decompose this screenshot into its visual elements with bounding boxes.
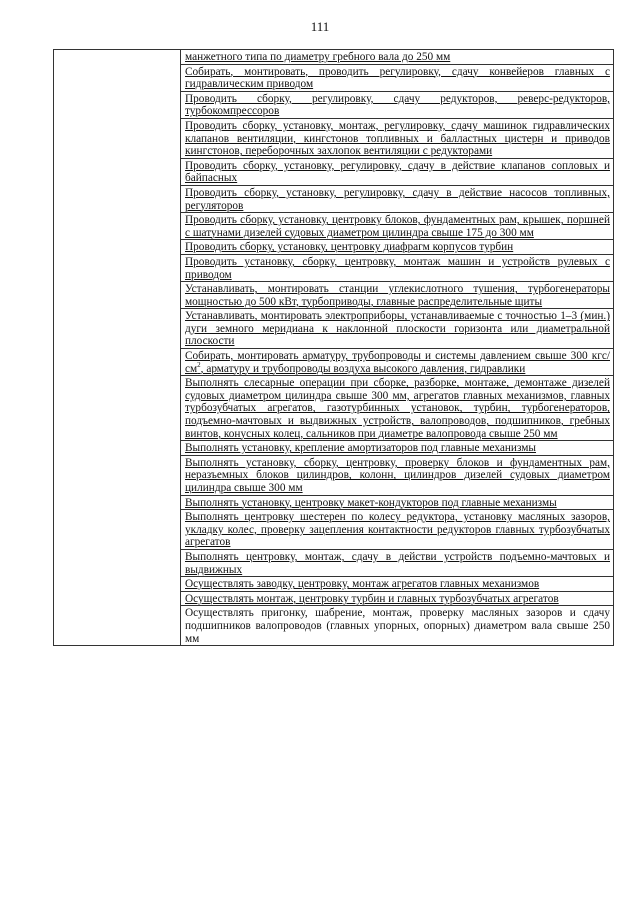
duty-text: Осуществлять заводку, центровку, монтаж агрегатов главных механизмов — [185, 578, 540, 591]
duty-text: Осуществлять пригонку, шабрение, монтаж, проверку масляных зазоров и сдачу подшипников валопроводов (главных упорных, опорных) диаметром вала свыше 250 мм — [185, 607, 610, 645]
duty-text: Выполнять установку, сборку, центровку, проверку блоков и фундаментных рам, неразъемных блоков цилиндров, колонн, цилиндров дизелей судовых диаметром цилиндра свыше 300 мм — [185, 456, 610, 494]
duty-text: Собирать, монтировать, проводить регулировку, сдачу конвейеров главных с гидравлическим приводом — [185, 65, 610, 91]
duty-text: Выполнять установку, крепление амортизаторов под главные механизмы — [185, 442, 537, 455]
duty-text: Проводить сборку, установку, монтаж, регулировку, сдачу машинок гидравлических клапанов вентиляции, кингстонов топливных и балластных цистерн и приводов кингстонов, переборочных захлопок вентиляции с редукторами — [185, 119, 610, 158]
duty-text-part: , арматуру и трубопроводы воздуха высокого давления, гидравлики — [200, 362, 526, 375]
duty-text: Проводить сборку, установку, центровку диафрагм корпусов турбин — [185, 241, 514, 254]
empty-left-cell — [54, 50, 181, 646]
duty-text: Проводить сборку, установку, регулировку, сдачу в действие насосов топливных, регуляторов — [185, 186, 610, 212]
duty-text: манжетного типа по диаметру гребного вала до 250 мм — [185, 51, 451, 63]
duty-text: Выполнять центровку шестерен по колесу редуктора, установку масляных зазоров, укладку колес, проверку зацепления контактности редукторов главных турбозубчатых агрегатов — [185, 511, 610, 549]
duty-text: Устанавливать, монтировать электроприборы, устанавливаемые с точностью 1–3 (мин.) дуги земного меридиана к наклонной плоскости горизонта или диаметральной плоскости — [185, 310, 610, 348]
duty-text: Выполнять установку, центровку макет-кондукторов под главные механизмы — [185, 496, 557, 509]
duty-text: Проводить сборку, установку, регулировку, сдачу в действие клапанов сопловых и байпасных — [185, 159, 610, 185]
page-number: 111 — [310, 19, 330, 34]
duties-table — [53, 49, 614, 646]
table-row — [54, 50, 614, 65]
duty-text: Проводить установку, сборку, центровку, монтаж машин и устройств рулевых с приводом — [185, 255, 610, 281]
superscript: 2 — [197, 360, 201, 369]
duty-text: Устанавливать, монтировать станции углекислотного тушения, турбогенераторы мощностью до 500 кВт, турбоприводы, главные распределительные щиты — [185, 283, 610, 308]
duty-text: Осуществлять монтаж, центровку турбин и главных турбозубчатых агрегатов — [185, 592, 559, 605]
duty-text: Проводить сборку, установку, центровку блоков, фундаментных рам, крышек, поршней с шатунами дизелей судовых диаметром цилиндра свыше 175 до 300 мм — [185, 214, 610, 239]
duty-text: Проводить сборку, регулировку, сдачу редукторов, реверс-редукторов, турбокомпрессоров — [185, 92, 610, 118]
duty-text-part: Собирать, монтировать арматуру, трубопроводы и системы давлением свыше 300 кгс/см — [185, 350, 610, 375]
duty-text: Выполнять центровку, монтаж, сдачу в действи устройств подъемно-мачтовых и выдвижных — [185, 550, 610, 576]
duty-text: Выполнять слесарные операции при сборке, разборке, монтаже, демонтаже дизелей судовых диаметром цилиндра свыше 300 мм, агрегатов главных механизмов, главных турбозубчатых агрегатов, газотурбинных установок, турбин, турбогенераторов, подъемно-мачтовых и выдвижных устройств, валопроводов, подшипников, гребных винтов, конусных колец, сальников при диаметре валопровода свыше 250 мм — [185, 377, 610, 440]
duty-text — [181, 349, 613, 375]
